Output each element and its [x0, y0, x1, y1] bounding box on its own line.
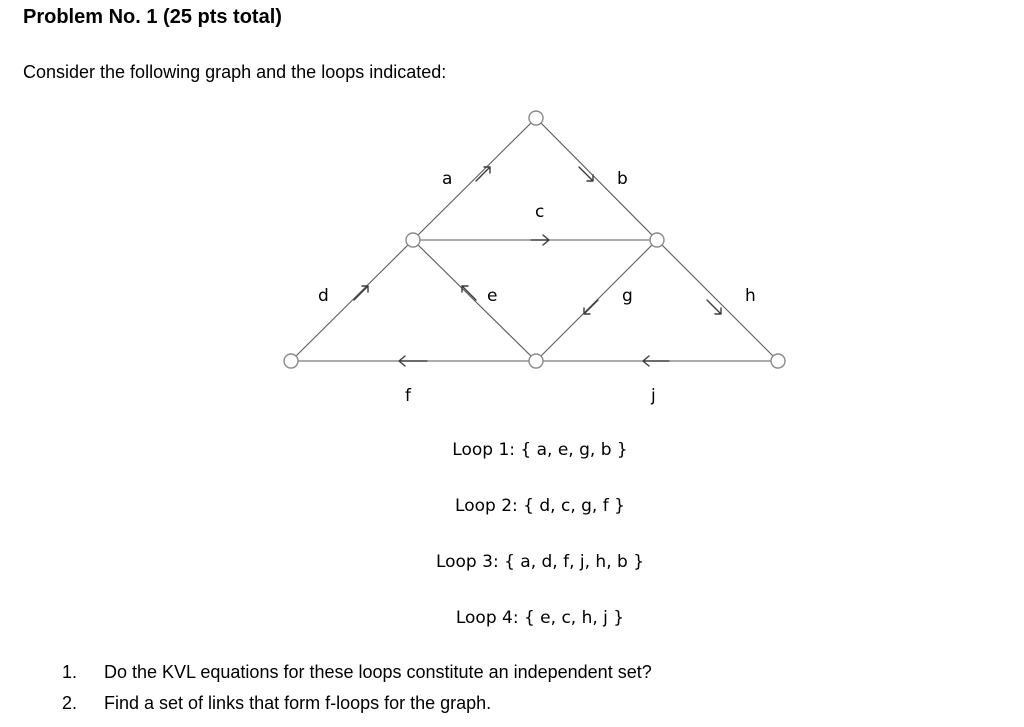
edge-a: [413, 118, 536, 240]
node-right-mid: [650, 233, 664, 247]
question-text: Do the KVL equations for these loops constitute an independent set?: [104, 662, 652, 682]
question-number: 2.: [62, 693, 78, 713]
edge-d-arrow: [354, 286, 368, 300]
edge-e-arrow: [462, 286, 476, 300]
problem-title: Problem No. 1 (25 pts total): [23, 6, 282, 28]
question-list: [62, 660, 652, 722]
problem-intro: Consider the following graph and the loops indicated:: [23, 62, 447, 82]
edge-h: [657, 240, 778, 361]
node-top: [529, 111, 543, 125]
edge-label-f: f: [405, 386, 411, 406]
edge-label-j: j: [651, 386, 656, 406]
edge-g: [536, 240, 657, 361]
question-number: 1.: [62, 662, 78, 682]
loop-3: Loop 3: { a, d, f, j, h, b }: [435, 552, 645, 572]
loop-1: Loop 1: { a, e, g, b }: [452, 440, 628, 460]
node-bottom-center: [529, 354, 543, 368]
edge-label-h: h: [745, 286, 756, 306]
edge-e: [413, 240, 536, 361]
question-item: [62, 691, 652, 722]
node-left-mid: [406, 233, 420, 247]
edge-d: [291, 240, 413, 361]
question-text: Find a set of links that form f-loops for the graph.: [104, 693, 492, 713]
question-item: [62, 660, 652, 691]
edge-label-g: g: [622, 286, 633, 306]
edge-label-c: c: [535, 202, 545, 222]
edge-b: [536, 118, 657, 240]
node-bottom-right: [771, 354, 785, 368]
edge-label-e: e: [487, 286, 498, 306]
edge-j-arrow: [643, 356, 669, 366]
node-bottom-left: [284, 354, 298, 368]
loop-2: Loop 2: { d, c, g, f }: [455, 496, 625, 516]
edge-c-arrow: [531, 235, 549, 245]
edge-label-d: d: [318, 286, 329, 306]
loop-4: Loop 4: { e, c, h, j }: [455, 608, 625, 628]
edge-f-arrow: [399, 356, 427, 366]
edge-g-arrow: [584, 300, 598, 314]
edge-label-b: b: [617, 169, 628, 189]
edge-a-arrow: [476, 167, 490, 181]
edge-label-a: a: [442, 169, 453, 189]
